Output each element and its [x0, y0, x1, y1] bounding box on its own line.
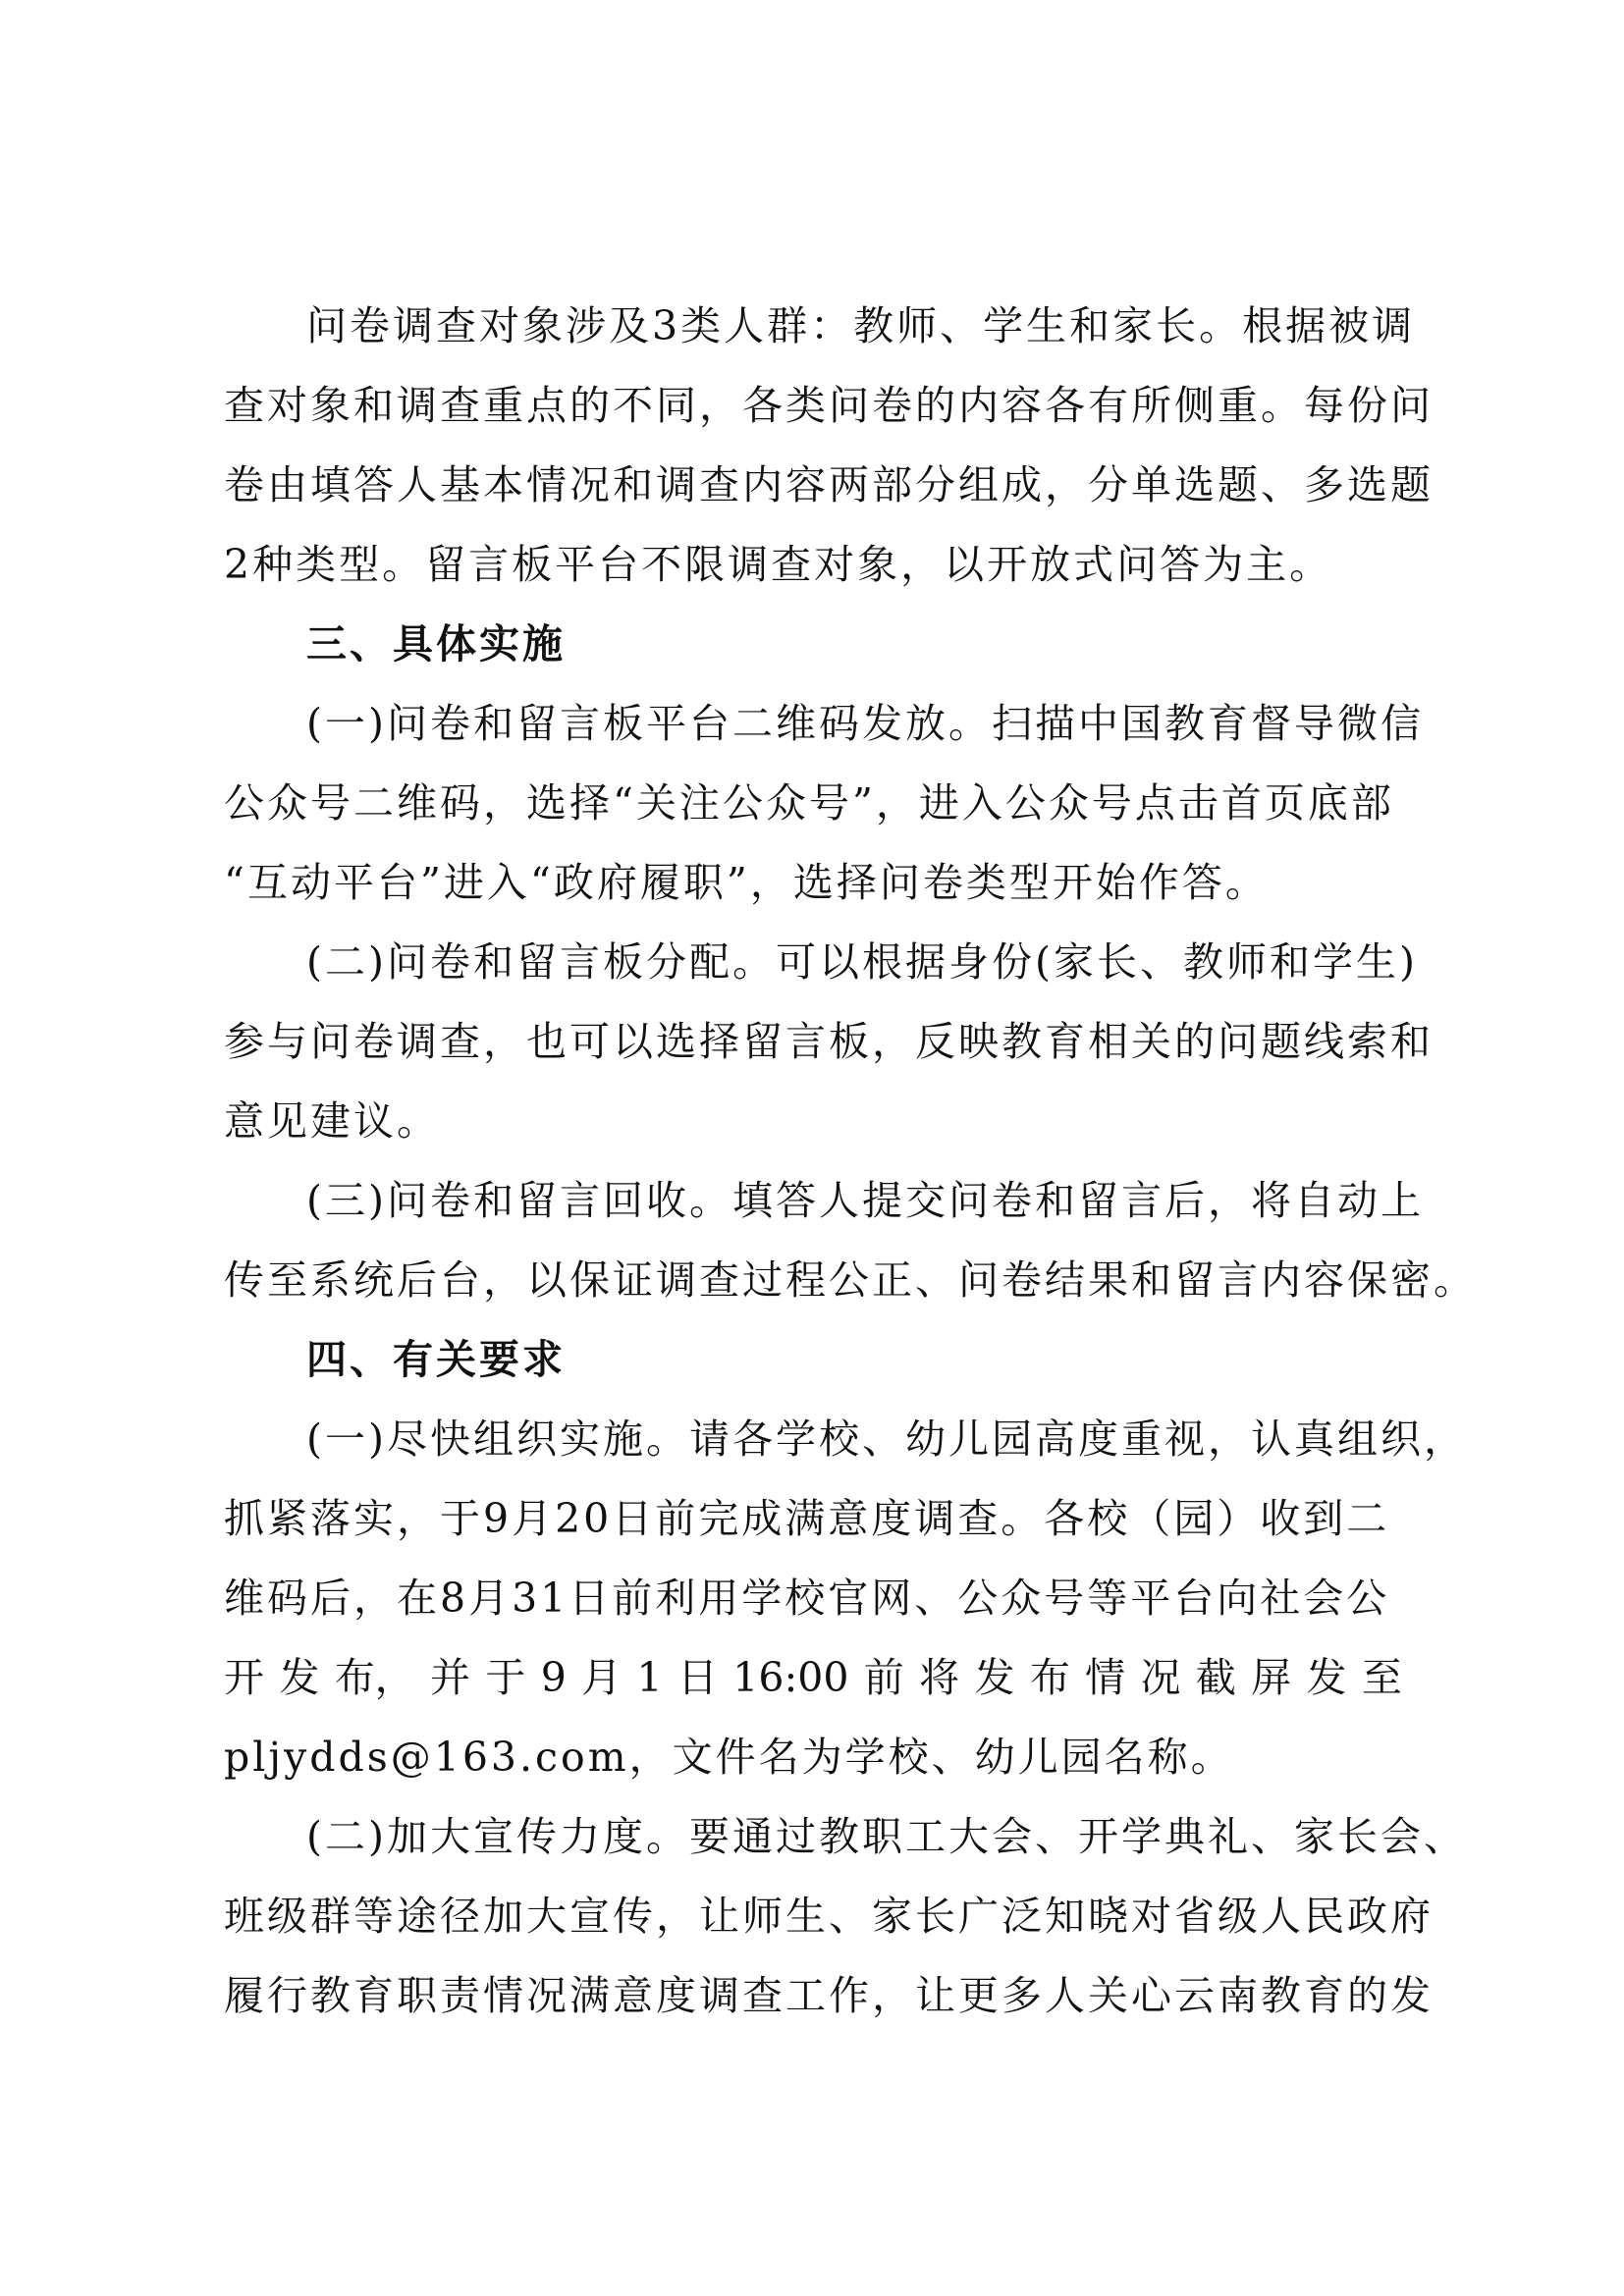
paragraph-line: 意见建议。: [224, 1097, 440, 1145]
spread-word: 1: [636, 1654, 663, 1701]
paragraph-line: (二)加大宣传力度。要通过教职工大会、开学典礼、家长会、: [306, 1813, 1467, 1860]
spread-word: 9: [540, 1654, 567, 1701]
paragraph-line: pljydds@163.com，文件名为学校、幼儿园名称。: [224, 1734, 1234, 1781]
paragraph-line: 传至系统后台，以保证调查过程公正、问卷结果和留言内容保密。: [224, 1256, 1477, 1304]
spread-word: 截: [1195, 1654, 1236, 1701]
spread-word: 发: [974, 1654, 1015, 1701]
spread-word: 将: [919, 1654, 960, 1701]
spread-word: 于: [485, 1654, 526, 1701]
paragraph-line: 2种类型。留言板平台不限调查对象，以开放式问答为主。: [224, 541, 1333, 588]
document-body: [224, 287, 1477, 2036]
paragraph-line: (三)问卷和留言回收。填答人提交问卷和留言后，将自动上: [306, 1177, 1424, 1224]
paragraph-line: (一)问卷和留言板平台二维码发放。扫描中国教育督导微信: [306, 700, 1424, 747]
paragraph-line: 班级群等途径加大宣传，让师生、家长广泛知晓对省级人民政府: [224, 1893, 1434, 1940]
spread-word: 日: [677, 1654, 718, 1701]
paragraph-line: 问卷调查对象涉及3类人群：教师、学生和家长。根据被调: [306, 302, 1416, 349]
section-heading-requirements: 四、有关要求: [306, 1336, 566, 1383]
spread-word: 16:00: [732, 1654, 849, 1701]
paragraph-line: 维码后，在8月31日前利用学校官网、公众号等平台向社会公: [224, 1575, 1390, 1622]
spread-word: 至: [1361, 1654, 1402, 1701]
paragraph-line: 查对象和调查重点的不同，各类问卷的内容各有所侧重。每份问: [224, 382, 1434, 429]
section-heading-implementation: 三、具体实施: [306, 620, 566, 667]
paragraph-line-spread: [224, 1638, 1402, 1718]
spread-word: 发: [1306, 1654, 1347, 1701]
paragraph-line: “互动平台”进入“政府履职”，选择问卷类型开始作答。: [224, 859, 1269, 906]
paragraph-line: (二)问卷和留言板分配。可以根据身份(家长、教师和学生): [306, 938, 1418, 986]
spread-word: 屏: [1251, 1654, 1292, 1701]
spread-word: 布: [1029, 1654, 1070, 1701]
paragraph-line: (一)尽快组织实施。请各学校、幼儿园高度重视，认真组织，: [306, 1415, 1467, 1463]
spread-word: 况: [1140, 1654, 1181, 1701]
paragraph-line: 抓紧落实，于9月20日前完成满意度调查。各校（园）收到二: [224, 1495, 1390, 1542]
spread-word: 并: [430, 1654, 471, 1701]
paragraph-line: 参与问卷调查，也可以选择留言板，反映教育相关的问题线索和: [224, 1018, 1434, 1065]
spread-word: 月: [581, 1654, 623, 1701]
paragraph-line: 卷由填答人基本情况和调查内容两部分组成，分单选题、多选题: [224, 461, 1434, 508]
paragraph-line: 履行教育职责情况满意度调查工作，让更多人关心云南教育的发: [224, 1972, 1434, 2019]
spread-word: 布，: [334, 1654, 415, 1701]
spread-word: 开: [224, 1654, 264, 1701]
spread-word: 前: [863, 1654, 904, 1701]
spread-word: 情: [1085, 1654, 1126, 1701]
paragraph-line: 公众号二维码，选择“关注公众号”，进入公众号点击首页底部: [224, 779, 1394, 827]
spread-word: 发: [279, 1654, 320, 1701]
